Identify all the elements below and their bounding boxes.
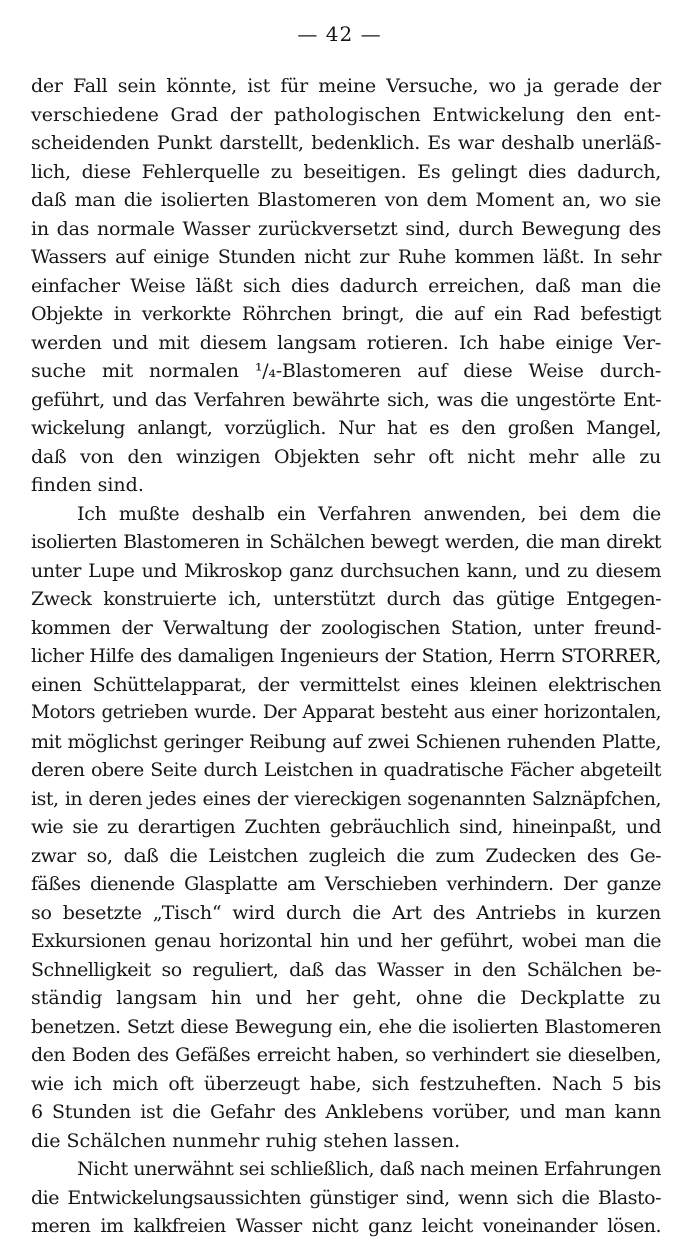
text-line: verschiedene Grad der pathologischen Entwickelung den ent- <box>31 103 661 126</box>
text-line: isolierten Blastomeren in Schälchen bewegt werden, die man direkt <box>31 531 661 553</box>
text-line: daß man die isolierten Blastomeren von dem Moment an, wo sie <box>31 189 661 211</box>
text-line: Motors getrieben wurde. Der Apparat besteht aus einer horizontalen, <box>31 702 661 723</box>
paragraph-start-line: Nicht unerwähnt sei schließlich, daß nach meinen Erfahrungen <box>77 1158 661 1180</box>
text-line: den Boden des Gefäßes erreicht haben, so verhindert sie dieselben, <box>31 1044 661 1066</box>
text-line: wickelung anlangt, vorzüglich. Nur hat es den großen Mangel, <box>31 417 661 439</box>
text-line: suche mit normalen ¹/₄-Blastomeren auf diese Weise durch- <box>31 360 661 382</box>
text-line: ist, in deren jedes eines der viereckigen sogenannten Salznäpfchen, <box>31 787 661 810</box>
text-line: kommen der Verwaltung der zoologischen Station, unter freund- <box>31 616 661 639</box>
text-line: wie ich mich oft überzeugt habe, sich festzuheften. Nach 5 bis <box>31 1072 661 1095</box>
text-line: wie sie zu derartigen Zuchten gebräuchlich sind, hineinpaßt, und <box>31 816 661 838</box>
text-line: einfacher Weise läßt sich dies dadurch erreichen, daß man die <box>31 274 661 297</box>
text-line: fäßes dienende Glasplatte am Verschieben verhindern. Der ganze <box>31 873 661 895</box>
text-line: lich, diese Fehlerquelle zu beseitigen. Es gelingt dies dadurch, <box>31 160 661 183</box>
text-line: daß von den winzigen Objekten sehr oft nicht mehr alle zu <box>31 445 661 468</box>
text-line: Wassers auf einige Stunden nicht zur Ruhe kommen läßt. In sehr <box>31 246 661 268</box>
text-line: geführt, und das Verfahren bewährte sich, was die ungestörte Ent- <box>31 388 661 411</box>
text-line: die Schälchen nunmehr ruhig stehen lassen. <box>31 1129 461 1152</box>
text-line: finden sind. <box>31 474 144 496</box>
text-line: in das normale Wasser zurückversetzt sind, durch Bewegung des <box>31 217 661 240</box>
text-line: mit möglichst geringer Reibung auf zwei Schienen ruhenden Platte, <box>31 730 661 753</box>
text-line: einen Schüttelapparat, der vermittelst eines kleinen elektrischen <box>31 673 661 696</box>
page-number: — 42 — <box>297 22 382 46</box>
text-line: Schnelligkeit so reguliert, daß das Wasser in den Schälchen be- <box>31 958 661 981</box>
paragraph-start-line: Ich mußte deshalb ein Verfahren anwenden, bei dem die <box>77 502 661 525</box>
text-line: die Entwickelungsaussichten günstiger sind, wenn sich die Blasto- <box>31 1186 661 1209</box>
text-line: so besetzte „Tisch“ wird durch die Art des Antriebs in kurzen <box>31 901 661 924</box>
text-line: ständig langsam hin und her geht, ohne die Deckplatte zu <box>31 987 661 1009</box>
text-line: licher Hilfe des damaligen Ingenieurs der Station, Herrn STORRER, <box>31 645 661 667</box>
text-line: scheidenden Punkt darstellt, bedenklich. Es war deshalb unerläß- <box>31 132 661 154</box>
text-line: der Fall sein könnte, ist für meine Versuche, wo ja gerade der <box>31 75 661 97</box>
text-line: deren obere Seite durch Leistchen in quadratische Fächer abgeteilt <box>31 759 661 781</box>
text-line: unter Lupe und Mikroskop ganz durchsuchen kann, und zu diesem <box>31 559 661 582</box>
body-text <box>31 72 661 1241</box>
text-line: zwar so, daß die Leistchen zugleich die zum Zudecken des Ge- <box>31 844 661 867</box>
text-line: Zweck konstruierte ich, unterstützt durch das gütige Entgegen- <box>31 588 661 610</box>
text-line: werden und mit diesem langsam rotieren. Ich habe einige Ver- <box>31 331 661 354</box>
text-line: 6 Stunden ist die Gefahr des Anklebens vorüber, und man kann <box>31 1101 661 1123</box>
text-line: benetzen. Setzt diese Bewegung ein, ehe die isolierten Blastomeren <box>31 1015 661 1038</box>
text-line: Exkursionen genau horizontal hin und her geführt, wobei man die <box>31 930 661 952</box>
text-line: meren im kalkfreien Wasser nicht ganz leicht voneinander lösen. <box>31 1215 661 1237</box>
text-line: Objekte in verkorkte Röhrchen bringt, die auf ein Rad befestigt <box>31 303 661 325</box>
